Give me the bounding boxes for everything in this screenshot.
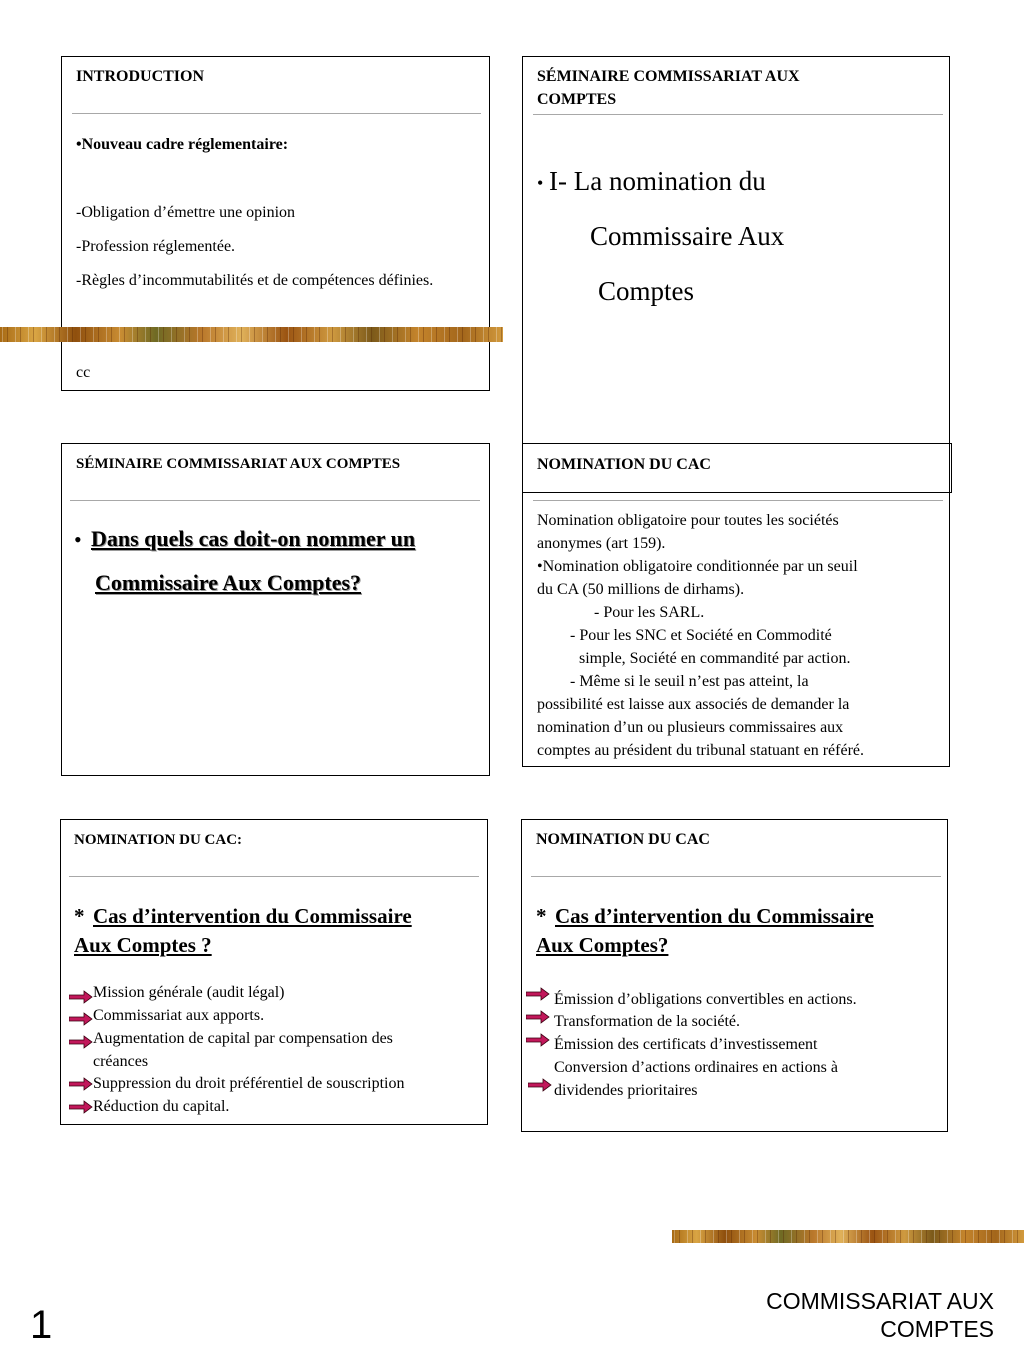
text-line: comptes au président du tribunal statuant en référé.: [537, 742, 864, 759]
arrow-icon: [69, 1100, 93, 1114]
text-line: -Règles d’incommutabilités et de compétences définies.: [76, 272, 434, 289]
list-item: Réduction du capital.: [93, 1098, 230, 1115]
star-bullet: *: [74, 904, 85, 928]
arrow-icon: [526, 1033, 550, 1047]
text-line: simple, Société en commandité par action.: [579, 650, 851, 667]
footer-text: cc: [76, 364, 91, 381]
text-line: - Même si le seuil n’est pas atteint, la: [570, 673, 809, 690]
text-line: anonymes (art 159).: [537, 535, 666, 552]
page-number: 1: [30, 1303, 53, 1347]
title-separator: [72, 113, 481, 114]
title-separator: [533, 114, 943, 115]
text-line: du CA (50 millions de dirhams).: [537, 581, 745, 598]
bullet: •: [537, 173, 544, 193]
text-line: Nomination obligatoire pour toutes les sociétés: [537, 512, 839, 529]
bullet-label: •Nouveau cadre réglementaire:: [76, 136, 289, 153]
arrow-icon: [526, 1010, 550, 1024]
text-line: -Obligation d’émettre une opinion: [76, 204, 296, 221]
slide-title: NOMINATION DU CAC: [537, 456, 711, 473]
arrow-icon: [69, 990, 93, 1004]
question-line: Dans quels cas doit-on nommer un: [91, 526, 416, 551]
heading-line: Cas d’intervention du Commissaire: [93, 904, 412, 928]
list-item: Transformation de la société.: [554, 1013, 741, 1030]
list-item: Suppression du droit préférentiel de souscription: [93, 1075, 405, 1092]
arrow-icon: [69, 1035, 93, 1049]
text-line: - Pour les SNC et Société en Commodité: [570, 627, 832, 644]
list-item: Conversion d’actions ordinaires en actions à: [554, 1059, 838, 1076]
question-line: Commissaire Aux Comptes?: [95, 570, 362, 595]
heading-line: Comptes: [598, 276, 695, 306]
list-item-continuation: créances: [93, 1053, 149, 1070]
heading-line: I- La nomination du: [549, 166, 766, 196]
slide-cas-intervention-1: [60, 819, 488, 1125]
list-item: Émission d’obligations convertibles en actions.: [554, 991, 857, 1008]
text-line: possibilité est laisse aux associés de demander la: [537, 696, 850, 713]
list-item: Mission générale (audit légal): [93, 984, 285, 1001]
list-item: Commissariat aux apports.: [93, 1007, 265, 1024]
decorative-band: [672, 1230, 1024, 1243]
heading-line: Aux Comptes?: [536, 933, 669, 957]
title-separator: [70, 500, 480, 501]
heading-line: Commissaire Aux: [590, 221, 785, 251]
list-item: Augmentation de capital par compensation des: [93, 1030, 393, 1047]
footer-title-line: COMMISSARIAT AUX: [766, 1288, 994, 1314]
list-item: Émission des certificats d’investissement: [554, 1036, 818, 1053]
bullet: •: [74, 527, 82, 552]
slide-title: SÉMINAIRE COMMISSARIAT AUX COMPTES: [76, 456, 401, 472]
slide-title: NOMINATION DU CAC:: [74, 832, 243, 848]
decorative-band: [0, 327, 503, 342]
slide-seminaire-nomination: [522, 56, 950, 491]
star-bullet: *: [536, 904, 547, 928]
slide-title: NOMINATION DU CAC: [536, 831, 710, 848]
arrow-icon: [526, 987, 550, 1001]
slide-cas-intervention-2: [521, 819, 948, 1132]
text-line: nomination d’un ou plusieurs commissaires aux: [537, 719, 844, 736]
text-line: - Pour les SARL.: [594, 604, 705, 621]
slide-title: INTRODUCTION: [76, 68, 205, 85]
footer-title-line: COMPTES: [880, 1316, 994, 1342]
arrow-icon: [69, 1012, 93, 1026]
list-item-continuation: dividendes prioritaires: [554, 1082, 698, 1099]
text-line: -Profession réglementée.: [76, 238, 236, 255]
slide-title: SÉMINAIRE COMMISSARIAT AUX COMPTES: [537, 68, 800, 108]
title-separator: [531, 876, 941, 877]
slide-nomination-cac: [522, 443, 950, 767]
heading-line: Aux Comptes ?: [74, 933, 212, 957]
footer-title: [766, 1287, 994, 1343]
title-separator: [69, 876, 479, 877]
arrow-icon: [528, 1078, 552, 1092]
text-line: •Nomination obligatoire conditionnée par un seuil: [537, 558, 858, 575]
title-separator: [533, 500, 943, 501]
slide-seminaire-question: [61, 443, 490, 776]
arrow-icon: [69, 1077, 93, 1091]
heading-line: Cas d’intervention du Commissaire: [555, 904, 874, 928]
